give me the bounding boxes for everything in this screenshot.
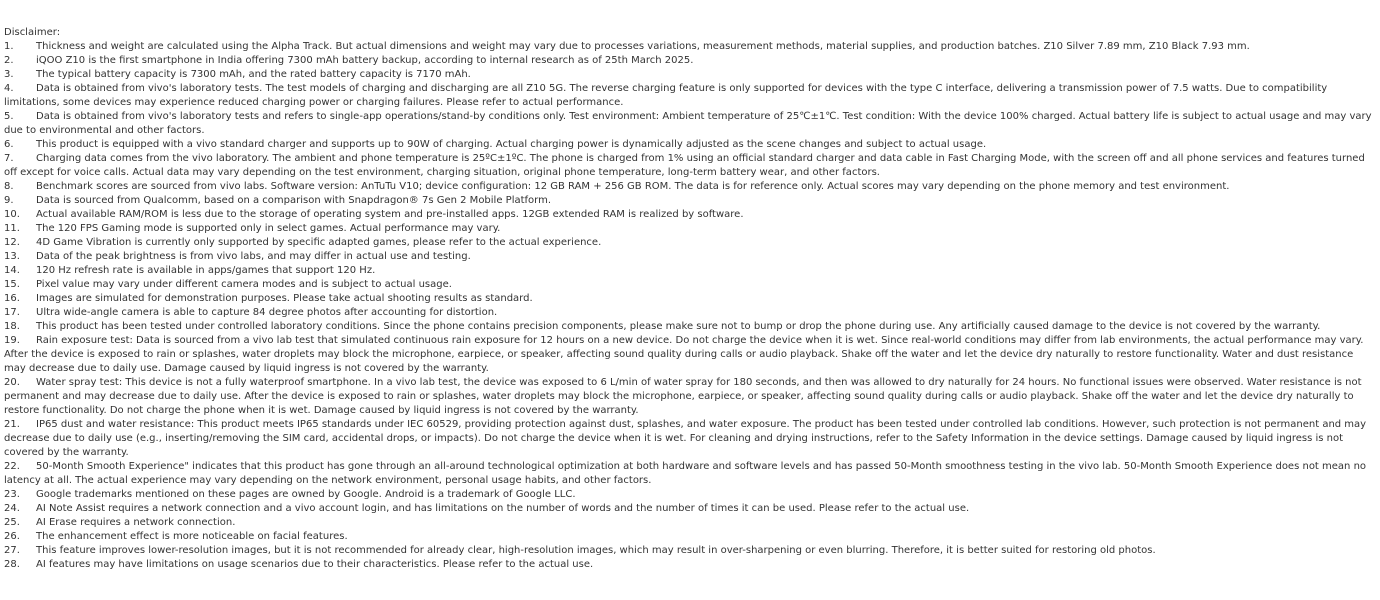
disclaimer-item-number: 15. (4, 279, 20, 290)
disclaimer-item-text: Google trademarks mentioned on these pages are owned by Google. Android is a trademark of Google LLC. (36, 489, 576, 500)
disclaimer-item (4, 194, 1376, 208)
disclaimer-item-text: IP65 dust and water resistance: This product meets IP65 standards under IEC 60529, providing protection against dust, splashes, and water exposure. The product has been tested under controlled lab conditions. However, such protection is not permanent and may decrease due to daily use (e.g., inserting/removing the SIM card, accidental drops, or impacts). Do not charge the device when it is wet. For cleaning and drying instructions, refer to the Safety Information in the device settings. Damage caused by liquid ingress is not covered by the warranty. (4, 419, 1367, 458)
disclaimer-item-text: Rain exposure test: Data is sourced from a vivo lab test that simulated continuous rain exposure for 12 hours on a new device. Do not charge the device when it is wet. Since real-world conditions may differ from lab environments, the actual performance may vary. After the device is exposed to rain or splashes, water droplets may block the microphone, earpiece, or speaker, affecting sound quality during calls or audio playback. Shake off the water and let the device dry naturally to restore functionality. Water and dust resistance may decrease due to daily use. Damage caused by liquid ingress is not covered by the warranty. (4, 335, 1364, 374)
disclaimer-item (4, 180, 1376, 194)
disclaimer-item-number: 4. (4, 83, 14, 94)
disclaimer-item (4, 530, 1376, 544)
disclaimer-item-number: 21. (4, 419, 20, 430)
disclaimer-title: Disclaimer: (4, 27, 61, 38)
disclaimer-item-text: Data of the peak brightness is from vivo labs, and may differ in actual use and testing. (36, 251, 471, 262)
disclaimer-item-number: 14. (4, 265, 20, 276)
disclaimer-item-number: 7. (4, 153, 14, 164)
disclaimer-item (4, 54, 1376, 68)
disclaimer-item (4, 236, 1376, 250)
disclaimer-item-number: 24. (4, 503, 20, 514)
disclaimer-item-text: Actual available RAM/ROM is less due to the storage of operating system and pre-installed apps. 12GB extended RAM is realized by software. (36, 209, 744, 220)
disclaimer-item-text: Water spray test: This device is not a fully waterproof smartphone. In a vivo lab test, the device was exposed to 6 L/min of water spray for 180 seconds, and then was allowed to dry naturally for 24 hours. No functional issues were observed. Water resistance is not permanent and may decrease due to daily use. After the device is exposed to rain or splashes, water droplets may block the microphone, earpiece, or speaker, affecting sound quality during calls or audio playback. Shake off the water and let the device dry naturally to restore functionality. Do not charge the phone when it is wet. Damage caused by liquid ingress is not covered by the warranty. (4, 377, 1362, 416)
disclaimer-item (4, 208, 1376, 222)
disclaimer-item-text: Thickness and weight are calculated using the Alpha Track. But actual dimensions and weight may vary due to processes variations, measurement methods, material supplies, and production batches. Z10 Silver 7.89 mm, Z10 Black 7.93 mm. (36, 41, 1250, 52)
disclaimer-item-number: 9. (4, 195, 14, 206)
disclaimer-item (4, 488, 1376, 502)
disclaimer-item (4, 264, 1376, 278)
disclaimer-item-number: 11. (4, 223, 20, 234)
disclaimer-item-number: 6. (4, 139, 14, 150)
disclaimer-item-text: This product has been tested under controlled laboratory conditions. Since the phone contains precision components, please make sure not to bump or drop the phone during use. Any artificially caused damage to the device is not covered by the warranty. (36, 321, 1321, 332)
disclaimer-item (4, 460, 1376, 488)
disclaimer-item-number: 23. (4, 489, 20, 500)
disclaimer-item-text: Data is obtained from vivo's laboratory tests. The test models of charging and discharging are all Z10 5G. The reverse charging feature is only supported for devices with the type C interface, delivering a transmission power of 7.5 watts. Due to compatibility limitations, some devices may experience reduced charging power or charging failures. Please refer to actual performance. (4, 83, 1328, 108)
disclaimer-item-text: The enhancement effect is more noticeable on facial features. (36, 531, 348, 542)
disclaimer-item (4, 152, 1376, 180)
disclaimer-item-number: 12. (4, 237, 20, 248)
disclaimer-item (4, 502, 1376, 516)
disclaimer-item-number: 3. (4, 69, 14, 80)
disclaimer-item-number: 5. (4, 111, 14, 122)
disclaimer-item-text: 120 Hz refresh rate is available in apps/games that support 120 Hz. (36, 265, 376, 276)
disclaimer-item (4, 222, 1376, 236)
disclaimer-item (4, 278, 1376, 292)
disclaimer-item (4, 250, 1376, 264)
disclaimer-item (4, 418, 1376, 460)
disclaimer-item-text: 50-Month Smooth Experience" indicates that this product has gone through an all-around technological optimization at both hardware and software levels and has passed 50-Month smoothness testing in the vivo lab. 50-Month Smooth Experience does not mean no latency at all. The actual experience may vary depending on the network environment, personal usage habits, and other factors. (4, 461, 1367, 486)
disclaimer-item-text: Pixel value may vary under different camera modes and is subject to actual usage. (36, 279, 452, 290)
disclaimer-item-number: 25. (4, 517, 20, 528)
disclaimer-item (4, 334, 1376, 376)
disclaimer-item-text: The 120 FPS Gaming mode is supported only in select games. Actual performance may vary. (36, 223, 501, 234)
disclaimer-item-number: 1. (4, 41, 14, 52)
disclaimer-item-number: 26. (4, 531, 20, 542)
disclaimer-item-text: 4D Game Vibration is currently only supported by specific adapted games, please refer to the actual experience. (36, 237, 602, 248)
disclaimer-item-text: This product is equipped with a vivo standard charger and supports up to 90W of charging. Actual charging power is dynamically adjusted as the scene changes and subject to actual usage. (36, 139, 987, 150)
disclaimer-item-text: AI Erase requires a network connection. (36, 517, 236, 528)
disclaimer-item (4, 544, 1376, 558)
disclaimer-item-number: 16. (4, 293, 20, 304)
disclaimer-item-number: 20. (4, 377, 20, 388)
disclaimer-item-text: Benchmark scores are sourced from vivo labs. Software version: AnTuTu V10; device configuration: 12 GB RAM + 256 GB ROM. The data is for reference only. Actual scores may vary depending on the phone memory and test environment. (36, 181, 1230, 192)
disclaimer-item-text: AI Note Assist requires a network connection and a vivo account login, and has limitations on the number of words and the number of times it can be used. Please refer to the actual use. (36, 503, 970, 514)
disclaimer-item-number: 28. (4, 559, 20, 570)
disclaimer-item (4, 138, 1376, 152)
disclaimer-item-number: 10. (4, 209, 20, 220)
disclaimer-item (4, 292, 1376, 306)
disclaimer-item (4, 68, 1376, 82)
disclaimer-item-text: Data is sourced from Qualcomm, based on a comparison with Snapdragon® 7s Gen 2 Mobile Platform. (36, 195, 552, 206)
disclaimer-item (4, 40, 1376, 54)
disclaimer-item-number: 13. (4, 251, 20, 262)
disclaimer-item-text: iQOO Z10 is the first smartphone in India offering 7300 mAh battery backup, according to internal research as of 25th March 2025. (36, 55, 694, 66)
disclaimer-item-text: Data is obtained from vivo's laboratory tests and refers to single-app operations/stand-by conditions only. Test environment: Ambient temperature of 25℃±1℃. Test condition: With the device 100% charged. Actual battery life is subject to actual usage and may vary due to environmental and other factors. (4, 111, 1372, 136)
disclaimer-item (4, 376, 1376, 418)
disclaimer-item-text: This feature improves lower-resolution images, but it is not recommended for already clear, high-resolution images, which may result in over-sharpening or even blurring. Therefore, it is better suited for restoring old photos. (36, 545, 1156, 556)
disclaimer-item-text: The typical battery capacity is 7300 mAh, and the rated battery capacity is 7170 mAh. (36, 69, 471, 80)
disclaimer-item (4, 82, 1376, 110)
disclaimer-item-number: 17. (4, 307, 20, 318)
disclaimer-item-text: Ultra wide-angle camera is able to capture 84 degree photos after accounting for distortion. (36, 307, 498, 318)
disclaimer-item-text: AI features may have limitations on usage scenarios due to their characteristics. Please refer to the actual use. (36, 559, 594, 570)
disclaimer-item (4, 516, 1376, 530)
disclaimer-item-number: 22. (4, 461, 20, 472)
disclaimer-item (4, 320, 1376, 334)
disclaimer-list (4, 40, 1376, 572)
disclaimer-item-text: Charging data comes from the vivo laboratory. The ambient and phone temperature is 25ºC±1ºC. The phone is charged from 1% using an official standard charger and data cable in Fast Charging Mode, with the screen off and all phone services and features turned off except for voice calls. Actual data may vary depending on the test environment, charging situation, original phone temperature, long-term battery wear, and other factors. (4, 153, 1365, 178)
disclaimer-item-number: 18. (4, 321, 20, 332)
disclaimer-item (4, 306, 1376, 320)
disclaimer-item-number: 19. (4, 335, 20, 346)
disclaimer-item-text: Images are simulated for demonstration purposes. Please take actual shooting results as standard. (36, 293, 533, 304)
disclaimer-item-number: 2. (4, 55, 14, 66)
disclaimer-item (4, 558, 1376, 572)
disclaimer-item (4, 110, 1376, 138)
disclaimer-item-number: 27. (4, 545, 20, 556)
disclaimer-item-number: 8. (4, 181, 14, 192)
